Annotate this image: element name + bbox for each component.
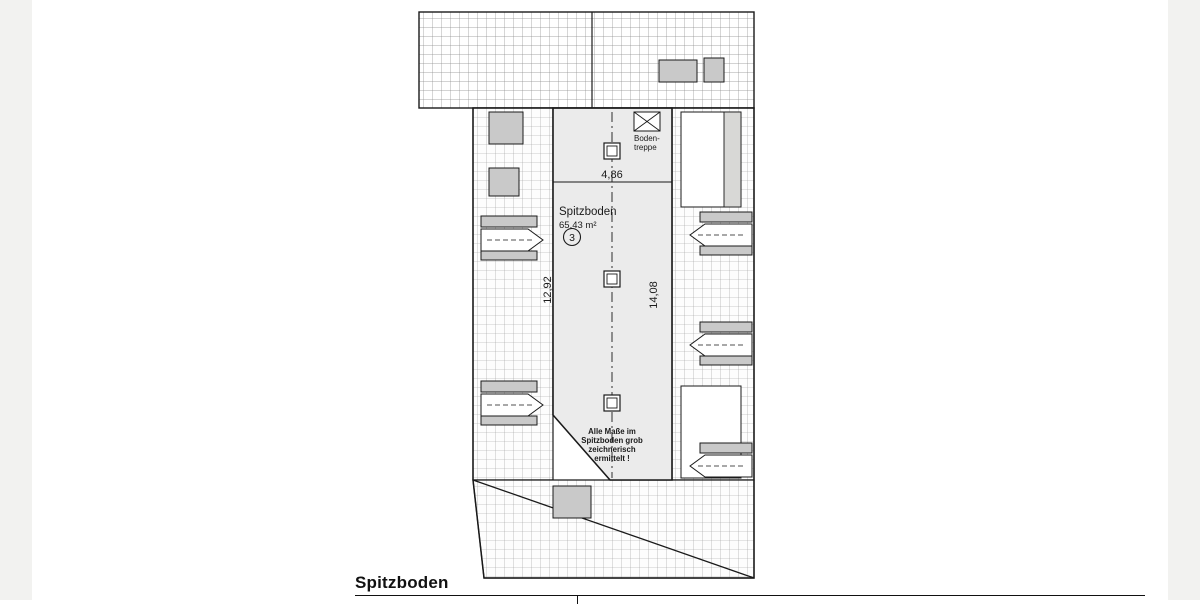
note-line-2: Spitzboden grob: [581, 436, 643, 445]
note-line-3: zeichnerisch: [588, 445, 636, 454]
note-line-1: Alle Maße im: [588, 427, 636, 436]
left-dormer-2: [481, 381, 543, 425]
note-line-4: ermittelt !: [594, 454, 630, 463]
room-area-label: 65,43 m²: [559, 220, 597, 231]
room-number-badge: 3: [569, 232, 575, 244]
room-spitzboden: [542, 108, 672, 480]
ladder-label-line2: treppe: [634, 143, 657, 152]
top-wing: [419, 12, 754, 108]
bottom-gable: [473, 480, 754, 578]
plan-caption: [355, 573, 1145, 596]
dimension-top-width: 4,86: [601, 169, 623, 181]
ladder-label-line1: Boden-: [634, 134, 660, 143]
dimension-left-height: 12,92: [542, 276, 554, 304]
left-dormer-1: [481, 216, 543, 260]
caption-title: Spitzboden: [355, 573, 449, 592]
caption-underline: [355, 595, 1145, 596]
room-name-label: Spitzboden: [559, 206, 617, 218]
dimension-right-height: 14,08: [648, 281, 660, 309]
